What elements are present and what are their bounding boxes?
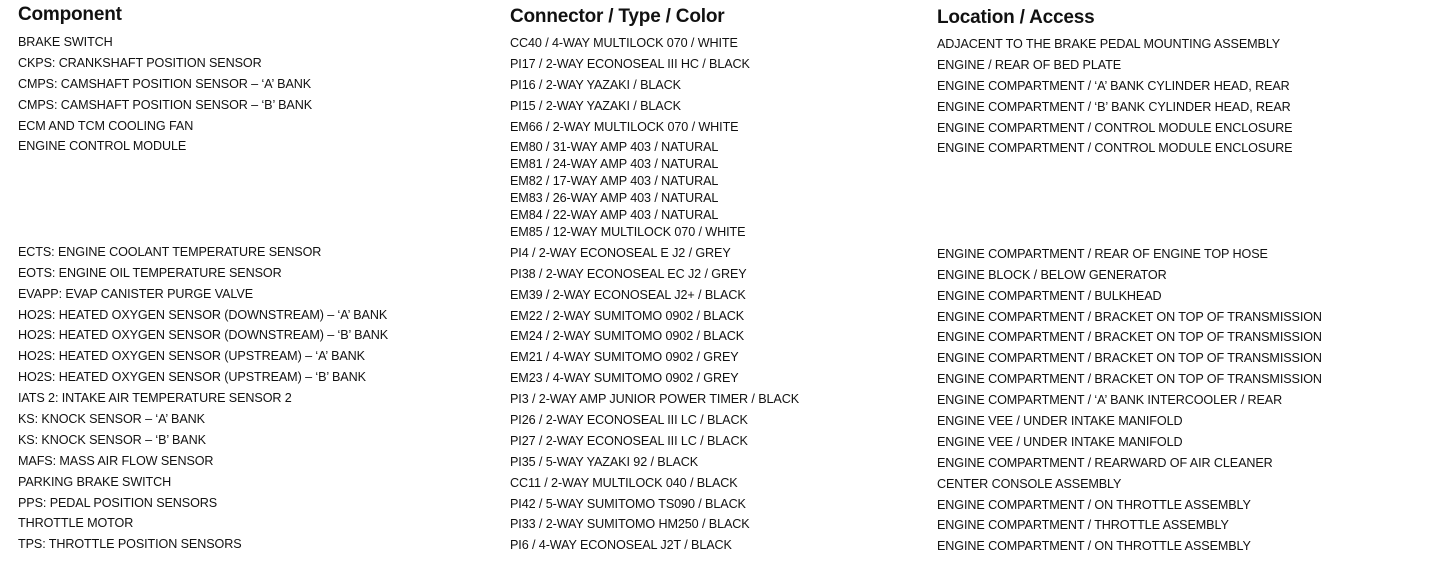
connector-cell	[510, 56, 750, 73]
location-cell: ENGINE COMPARTMENT / REARWARD OF AIR CLEANER	[937, 455, 1273, 470]
component-cell: IATS 2: INTAKE AIR TEMPERATURE SENSOR 2	[18, 391, 292, 406]
table-row	[0, 34, 1456, 51]
component-cell: THROTTLE MOTOR	[18, 516, 134, 531]
connector-cell	[510, 328, 744, 345]
connector-line: PI27 / 2-WAY ECONOSEAL III LC / BLACK	[510, 433, 748, 448]
table-row	[0, 307, 1456, 324]
connector-line: EM81 / 24-WAY AMP 403 / NATURAL	[510, 157, 719, 172]
location-cell: ENGINE COMPARTMENT / ON THROTTLE ASSEMBLY	[937, 497, 1251, 512]
component-cell: HO2S: HEATED OXYGEN SENSOR (DOWNSTREAM) – ‘B’ BANK	[18, 328, 389, 343]
connector-line: PI6 / 4-WAY ECONOSEAL J2T / BLACK	[510, 538, 732, 553]
table-row	[0, 432, 1456, 449]
component-cell: HO2S: HEATED OXYGEN SENSOR (UPSTREAM) – ‘A’ BANK	[18, 349, 365, 364]
location-cell: CENTER CONSOLE ASSEMBLY	[937, 476, 1122, 491]
connector-line: EM82 / 17-WAY AMP 403 / NATURAL	[510, 174, 719, 189]
component-cell: HO2S: HEATED OXYGEN SENSOR (DOWNSTREAM) – ‘A’ BANK	[18, 307, 388, 322]
connector-line: PI17 / 2-WAY ECONOSEAL III HC / BLACK	[510, 56, 750, 71]
connector-line: PI42 / 5-WAY SUMITOMO TS090 / BLACK	[510, 496, 746, 511]
table-row	[0, 369, 1456, 386]
connector-cell	[510, 77, 681, 94]
table-row	[0, 453, 1456, 470]
location-cell: ENGINE VEE / UNDER INTAKE MANIFOLD	[937, 413, 1183, 428]
table-row	[0, 97, 1456, 114]
connector-line: EM22 / 2-WAY SUMITOMO 0902 / BLACK	[510, 308, 745, 323]
connector-cell	[510, 496, 746, 513]
location-cell: ENGINE / REAR OF BED PLATE	[937, 57, 1122, 72]
connector-cell	[510, 412, 748, 429]
location-cell: ENGINE COMPARTMENT / BRACKET ON TOP OF TRANSMISSION	[937, 309, 1322, 324]
table-row	[0, 495, 1456, 512]
location-cell: ENGINE COMPARTMENT / CONTROL MODULE ENCLOSURE	[937, 120, 1293, 135]
connector-line: PI16 / 2-WAY YAZAKI / BLACK	[510, 77, 681, 92]
location-cell: ENGINE COMPARTMENT / ‘A’ BANK CYLINDER HEAD, REAR	[937, 78, 1290, 93]
component-cell: CMPS: CAMSHAFT POSITION SENSOR – ‘B’ BANK	[18, 97, 313, 112]
location-cell: ENGINE VEE / UNDER INTAKE MANIFOLD	[937, 434, 1183, 449]
table-row	[0, 138, 1456, 239]
header-location-access: Location / Access	[937, 7, 1095, 28]
connector-cell	[510, 370, 739, 387]
connector-line: PI15 / 2-WAY YAZAKI / BLACK	[510, 98, 681, 113]
component-cell: CMPS: CAMSHAFT POSITION SENSOR – ‘A’ BANK	[18, 76, 312, 91]
table-row	[0, 244, 1456, 261]
connector-line: PI38 / 2-WAY ECONOSEAL EC J2 / GREY	[510, 266, 747, 281]
connector-line: PI35 / 5-WAY YAZAKI 92 / BLACK	[510, 454, 699, 469]
header-component: Component	[18, 4, 122, 25]
table-row	[0, 118, 1456, 135]
connector-line: EM21 / 4-WAY SUMITOMO 0902 / GREY	[510, 350, 739, 365]
component-cell: ENGINE CONTROL MODULE	[18, 139, 187, 154]
component-cell: PARKING BRAKE SWITCH	[18, 474, 172, 489]
component-cell: PPS: PEDAL POSITION SENSORS	[18, 495, 218, 510]
connector-line: EM84 / 22-WAY AMP 403 / NATURAL	[510, 208, 719, 223]
table-row	[0, 55, 1456, 72]
table-body	[0, 34, 1456, 553]
connector-line: CC40 / 4-WAY MULTILOCK 070 / WHITE	[510, 36, 738, 50]
location-cell: ENGINE COMPARTMENT / ON THROTTLE ASSEMBLY	[937, 539, 1251, 554]
location-cell: ENGINE COMPARTMENT / BULKHEAD	[937, 288, 1162, 303]
connector-cell	[510, 245, 731, 262]
table-row	[0, 348, 1456, 365]
location-cell: ENGINE BLOCK / BELOW GENERATOR	[937, 267, 1167, 282]
component-cell: BRAKE SWITCH	[18, 35, 113, 49]
component-cell: EVAPP: EVAP CANISTER PURGE VALVE	[18, 286, 253, 301]
table-header	[0, 4, 1456, 30]
connector-line: EM66 / 2-WAY MULTILOCK 070 / WHITE	[510, 119, 739, 134]
connector-line: PI3 / 2-WAY AMP JUNIOR POWER TIMER / BLACK	[510, 392, 800, 407]
table-row	[0, 76, 1456, 93]
connector-cell	[510, 391, 799, 408]
connector-line: PI33 / 2-WAY SUMITOMO HM250 / BLACK	[510, 517, 750, 532]
location-cell: ADJACENT TO THE BRAKE PEDAL MOUNTING ASSEMBLY	[937, 37, 1281, 51]
connector-cell	[510, 119, 738, 136]
location-cell: ENGINE COMPARTMENT / CONTROL MODULE ENCLOSURE	[937, 141, 1293, 156]
header-connector-type-color: Connector / Type / Color	[510, 6, 725, 27]
location-cell: ENGINE COMPARTMENT / ‘A’ BANK INTERCOOLER / REAR	[937, 393, 1283, 408]
connector-line: PI26 / 2-WAY ECONOSEAL III LC / BLACK	[510, 412, 748, 427]
connector-line: EM24 / 2-WAY SUMITOMO 0902 / BLACK	[510, 329, 745, 344]
component-cell: MAFS: MASS AIR FLOW SENSOR	[18, 453, 214, 468]
location-cell: ENGINE COMPARTMENT / REAR OF ENGINE TOP HOSE	[937, 246, 1268, 261]
component-cell: CKPS: CRANKSHAFT POSITION SENSOR	[18, 55, 262, 70]
component-cell: TPS: THROTTLE POSITION SENSORS	[18, 537, 242, 552]
connector-cell	[510, 433, 748, 450]
connector-line: EM23 / 4-WAY SUMITOMO 0902 / GREY	[510, 371, 739, 386]
connector-cell	[510, 475, 738, 492]
connector-cell	[510, 98, 681, 115]
connector-cell	[510, 266, 747, 283]
location-cell: ENGINE COMPARTMENT / BRACKET ON TOP OF TRANSMISSION	[937, 372, 1322, 387]
connector-line: CC11 / 2-WAY MULTILOCK 040 / BLACK	[510, 475, 738, 490]
location-cell: ENGINE COMPARTMENT / BRACKET ON TOP OF TRANSMISSION	[937, 330, 1322, 345]
table-row	[0, 411, 1456, 428]
connector-cell	[510, 139, 745, 240]
table-row	[0, 327, 1456, 344]
connector-line: EM83 / 26-WAY AMP 403 / NATURAL	[510, 191, 719, 206]
component-cell: KS: KNOCK SENSOR – ‘A’ BANK	[18, 411, 205, 426]
connector-cell	[510, 308, 744, 325]
connector-cell	[510, 454, 698, 471]
table-row	[0, 474, 1456, 491]
connector-line: EM85 / 12-WAY MULTILOCK 070 / WHITE	[510, 224, 746, 239]
component-cell: KS: KNOCK SENSOR – ‘B’ BANK	[18, 432, 206, 447]
table-row	[0, 390, 1456, 407]
connector-cell	[510, 35, 738, 52]
table-row	[0, 536, 1456, 553]
connector-cell	[510, 349, 739, 366]
connector-cell	[510, 537, 732, 554]
connector-cell	[510, 516, 750, 533]
location-cell: ENGINE COMPARTMENT / BRACKET ON TOP OF TRANSMISSION	[937, 351, 1322, 366]
location-cell: ENGINE COMPARTMENT / ‘B’ BANK CYLINDER HEAD, REAR	[937, 99, 1291, 114]
component-cell: ECM AND TCM COOLING FAN	[18, 118, 194, 133]
table-row	[0, 515, 1456, 532]
table-row	[0, 286, 1456, 303]
location-cell: ENGINE COMPARTMENT / THROTTLE ASSEMBLY	[937, 518, 1229, 533]
table-row	[0, 265, 1456, 282]
connector-line: EM39 / 2-WAY ECONOSEAL J2+ / BLACK	[510, 287, 746, 302]
connector-line: EM80 / 31-WAY AMP 403 / NATURAL	[510, 140, 719, 155]
component-cell: HO2S: HEATED OXYGEN SENSOR (UPSTREAM) – ‘B’ BANK	[18, 370, 366, 385]
component-cell: ECTS: ENGINE COOLANT TEMPERATURE SENSOR	[18, 244, 322, 259]
connector-cell	[510, 287, 746, 304]
connector-line: PI4 / 2-WAY ECONOSEAL E J2 / GREY	[510, 245, 731, 260]
component-cell: EOTS: ENGINE OIL TEMPERATURE SENSOR	[18, 265, 282, 280]
